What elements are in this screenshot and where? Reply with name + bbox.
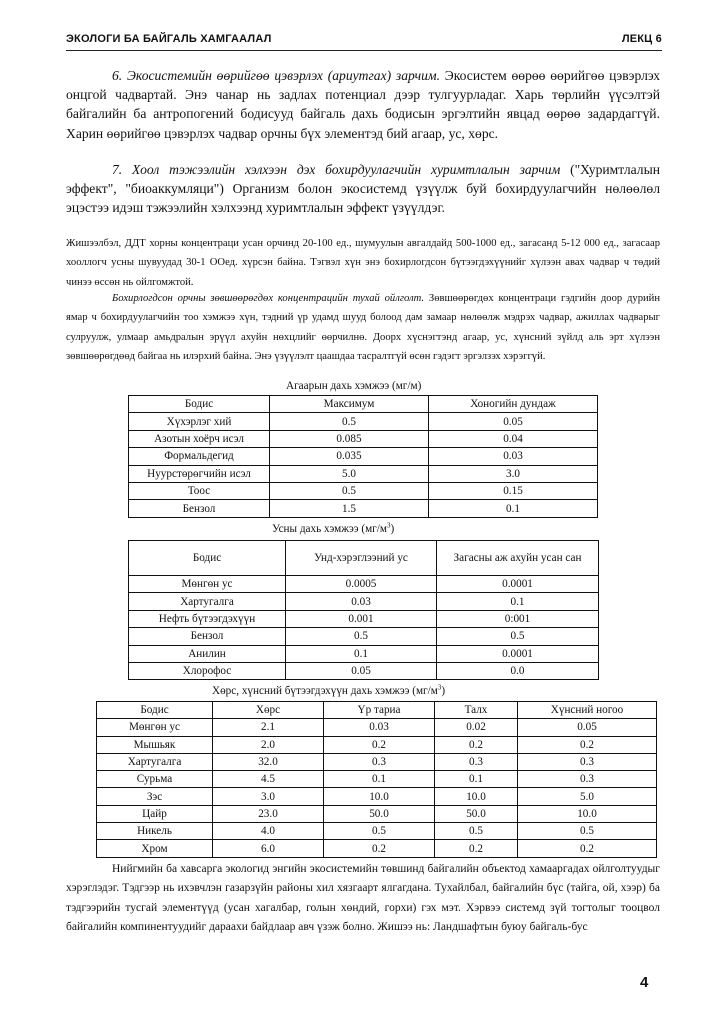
table-row xyxy=(129,610,599,627)
table-cell: Азотын хоёрч исэл xyxy=(129,430,270,447)
table-row xyxy=(97,840,657,857)
page-number: 4 xyxy=(640,974,649,991)
table-cell: Бензол xyxy=(129,628,286,645)
table-cell: 50.0 xyxy=(435,805,518,822)
table1-caption: Агаарын дахь хэмжээ (мг/м) xyxy=(286,380,422,392)
table-row xyxy=(97,823,657,840)
table-cell: 0.5 xyxy=(270,413,429,430)
table-row xyxy=(97,771,657,788)
table-cell: Бензол xyxy=(129,500,270,517)
header-rule xyxy=(66,50,662,51)
table-cell: Хүхэрлэг хий xyxy=(129,413,270,430)
table-cell: 0.03 xyxy=(286,593,437,610)
table-row xyxy=(97,719,657,736)
table2-caption-text: Усны дахь хэмжээ (мг/м xyxy=(272,523,387,535)
table-cell: 10.0 xyxy=(518,805,657,822)
table-cell: 0.3 xyxy=(518,753,657,770)
table-cell: 3.0 xyxy=(213,788,324,805)
paragraph-6-heading: 6. Экосистемийн өөрийгөө цэвэрлэх (ариутгах) зарчим. xyxy=(112,68,441,83)
table3-caption-sup: 3 xyxy=(437,683,442,692)
table-cell: 0.2 xyxy=(518,840,657,857)
table-header-row xyxy=(129,541,599,576)
air-table xyxy=(128,395,598,518)
column-header: Максимум xyxy=(270,396,429,413)
table-row xyxy=(97,753,657,770)
table-cell: 23.0 xyxy=(213,805,324,822)
paragraph-6 xyxy=(66,66,660,143)
table-row xyxy=(129,500,598,517)
paragraph-example: Жишээлбэл, ДДТ хорны концентраци усан орчинд 20-100 ед., шумуулын авгалдайд 500-1000 ед., загасанд 5-12 000 ед., загасаар хооллогч усны шувуудад 30-1 ООед. хүрсэн байна. Тэгвэл хүн энэ бохирлогдсон бүтээгдэхүүнийг хүлээн авах чадвар ч төдий чинээ өссөн нь ойлгомжтой. xyxy=(66,238,660,288)
table-cell: 0.0001 xyxy=(437,576,599,593)
table-cell: 10.0 xyxy=(324,788,435,805)
column-header: Үр тариа xyxy=(324,702,435,719)
table-cell: 0.5 xyxy=(270,482,429,499)
table-cell: 0.05 xyxy=(429,413,598,430)
table-cell: 0.1 xyxy=(286,645,437,662)
table-row xyxy=(129,413,598,430)
table-cell: Хартугалга xyxy=(97,753,213,770)
table-cell: 0.001 xyxy=(286,610,437,627)
table-cell: 0.2 xyxy=(435,840,518,857)
table-cell: 0.1 xyxy=(435,771,518,788)
table-cell: 50.0 xyxy=(324,805,435,822)
table-cell: 0.2 xyxy=(324,736,435,753)
table-cell: Анилин xyxy=(129,645,286,662)
table-cell: Тоос xyxy=(129,482,270,499)
header-title: ЭКОЛОГИ БА БАЙГАЛЬ ХАМГААЛАЛ xyxy=(66,33,272,45)
table-cell: 0.02 xyxy=(435,719,518,736)
column-header: Бодис xyxy=(129,396,270,413)
table-cell: 0.0005 xyxy=(286,576,437,593)
table-cell: 0.05 xyxy=(518,719,657,736)
table-cell: 3.0 xyxy=(429,465,598,482)
table-cell: 0.5 xyxy=(518,823,657,840)
paragraph-concentration-body: Зөвшөөрөгдөх концентраци гэдгийн доор дурийн ямар ч бохирдуулагчийн тоо хэмжээ хүн, тэдний үр удамд шууд болоод дам замаар нөлөөлж мэдрэх чадвар, ажиллах чадварыг сулруулж, улмаар амьдралын эрүүл ахуйн нөхцлийг өөрчилнө. Доорх хүснэгтэнд агаар, ус, хүнсний зүйлд аль эрт хүлээн зөвшөөрөгдөөд байгаа нь илэрхий байна. Энэ үзүүлэлт цаашдаа тасралтгүй өсөн гэдэгт эргэлзэх хэрэггүй. xyxy=(66,293,660,363)
table-cell: 2.0 xyxy=(213,736,324,753)
table-row xyxy=(129,430,598,447)
paragraph-6-body: Экосистем өөрөө өөрийгөө цэвэрлэх онцгой чадвартай. Энэ чанар нь задлах потенциал дээр тулгуурладаг. Харь төрлийн үүсэлтэй байгалийн ба антропогений бодисууд байгаль дахь бодисын эргэлтийн явцад өөрөө задардаггүй. Харин өөрийгөө цэвэрлэх чадвар орчны бүх элементэд бий агаар, ус, хөрс. xyxy=(66,68,660,141)
column-header: Талх xyxy=(435,702,518,719)
table-cell: Мышьяк xyxy=(97,736,213,753)
table-cell: 0.03 xyxy=(324,719,435,736)
column-header: Хүнсний ногоо xyxy=(518,702,657,719)
table-row xyxy=(129,465,598,482)
table-cell: 6.0 xyxy=(213,840,324,857)
table-cell: 32.0 xyxy=(213,753,324,770)
table-cell: Зэс xyxy=(97,788,213,805)
column-header: Загасны аж ахуйн усан сан xyxy=(437,541,599,576)
table2-caption xyxy=(272,523,394,535)
table-cell: 5.0 xyxy=(270,465,429,482)
table-cell: 0.04 xyxy=(429,430,598,447)
column-header: Хоногийн дундаж xyxy=(429,396,598,413)
table-header-row xyxy=(129,396,598,413)
table-cell: 0.2 xyxy=(435,736,518,753)
table-cell: 10.0 xyxy=(435,788,518,805)
table-cell: 0.2 xyxy=(518,736,657,753)
paragraph-7 xyxy=(66,160,660,218)
table-row xyxy=(129,448,598,465)
table-cell: 0.0 xyxy=(437,662,599,679)
table-cell: 4.0 xyxy=(213,823,324,840)
table2-caption-sup: 3 xyxy=(386,521,391,530)
soil-food-table xyxy=(96,701,657,858)
table-cell: 0.035 xyxy=(270,448,429,465)
table-row xyxy=(129,628,599,645)
table-cell: 0.1 xyxy=(324,771,435,788)
table-cell: 0.15 xyxy=(429,482,598,499)
table-cell: 0:001 xyxy=(437,610,599,627)
table3-caption-text: Хөрс, хүнсний бүтээгдэхүүн дахь хэмжээ (мг/м xyxy=(212,685,438,697)
table-row xyxy=(129,576,599,593)
table-cell: Мөнгөн ус xyxy=(129,576,286,593)
table-row xyxy=(129,593,599,610)
column-header: Бодис xyxy=(97,702,213,719)
table3-caption xyxy=(212,685,445,697)
table-row xyxy=(129,662,599,679)
table-header-row xyxy=(97,702,657,719)
table-cell: 5.0 xyxy=(518,788,657,805)
paragraph-social-ecology: Нийгмийн ба хавсарга экологид энгийн экосистемийн төвшинд байгалийн объектод хамааргадах ойлголтуудыг хэрэглэдэг. Тэдгээр нь ихэвчлэн газарзүйн районы хил хязгаарт ялгагдана. Тухайлбал, байгалийн бүс (тайга, ой, хээр) ба тэдгээрийн тусгай элементүүд (усан хагалбар, голын хөндий, горхи) гэх мэт. Хэрвээ системд зүй тогтолыг тооцвол байгалийн компинентуудийг дараахи байдлаар авч үзэж болно. Жишээ нь: Ландшафтын буюу байгаль-бус xyxy=(66,863,660,934)
table-cell: 0.5 xyxy=(324,823,435,840)
table-cell: Хром xyxy=(97,840,213,857)
table-cell: 0.3 xyxy=(324,753,435,770)
table-cell: 1.5 xyxy=(270,500,429,517)
paragraph-7-heading: 7. Хоол тэжээлийн хэлхээн дэх бохирдуулагчийн хуримтлалын зарчим xyxy=(112,162,561,177)
paragraph-7-body: ("Хуримтлалын эффект", "биоаккумляци") Организм болон экосистемд үзүүлж буй бохирдуулагчийн нөлөөлөл эцэстээ идэш тэжээлийн хэлхээнд хуримтлалын эффект үзүүлдэг. xyxy=(66,162,660,216)
table-cell: Никель xyxy=(97,823,213,840)
table2-caption-end: ) xyxy=(390,523,395,535)
page-header xyxy=(66,33,662,51)
table-cell: 4.5 xyxy=(213,771,324,788)
table-cell: 0.5 xyxy=(435,823,518,840)
table-cell: 0.2 xyxy=(324,840,435,857)
table-cell: 2.1 xyxy=(213,719,324,736)
table-cell: 0.1 xyxy=(429,500,598,517)
table-cell: 0.05 xyxy=(286,662,437,679)
paragraph-concentration-heading: Бохирлогдсон орчны зөвшөөрөгдөх концентрацийн тухай ойлголт. xyxy=(112,293,425,304)
table-row xyxy=(129,645,599,662)
column-header: Хөрс xyxy=(213,702,324,719)
column-header: Бодис xyxy=(129,541,286,576)
table-cell: 0.3 xyxy=(518,771,657,788)
table-cell: 0.085 xyxy=(270,430,429,447)
table-cell: 0.03 xyxy=(429,448,598,465)
table-row xyxy=(129,482,598,499)
table-cell: Нуурстөрөгчийн исэл xyxy=(129,465,270,482)
table3-caption-end: ) xyxy=(441,685,446,697)
paragraph-concentration xyxy=(66,289,660,367)
table-cell: Цайр xyxy=(97,805,213,822)
column-header: Унд-хэрэглээний ус xyxy=(286,541,437,576)
table-cell: 0.5 xyxy=(286,628,437,645)
table-row xyxy=(97,788,657,805)
table-cell: Формальдегид xyxy=(129,448,270,465)
table-cell: Нефть бүтээгдэхүүн xyxy=(129,610,286,627)
table-cell: 0.1 xyxy=(437,593,599,610)
table-cell: 0.0001 xyxy=(437,645,599,662)
water-table xyxy=(128,540,599,680)
table-cell: Мөнгөн ус xyxy=(97,719,213,736)
table-cell: 0.3 xyxy=(435,753,518,770)
table-row xyxy=(97,736,657,753)
header-lecture: ЛЕКЦ 6 xyxy=(621,33,662,45)
table-cell: Сурьма xyxy=(97,771,213,788)
table-cell: Хлорофос xyxy=(129,662,286,679)
table-cell: Хартугалга xyxy=(129,593,286,610)
table-row xyxy=(97,805,657,822)
table-cell: 0.5 xyxy=(437,628,599,645)
